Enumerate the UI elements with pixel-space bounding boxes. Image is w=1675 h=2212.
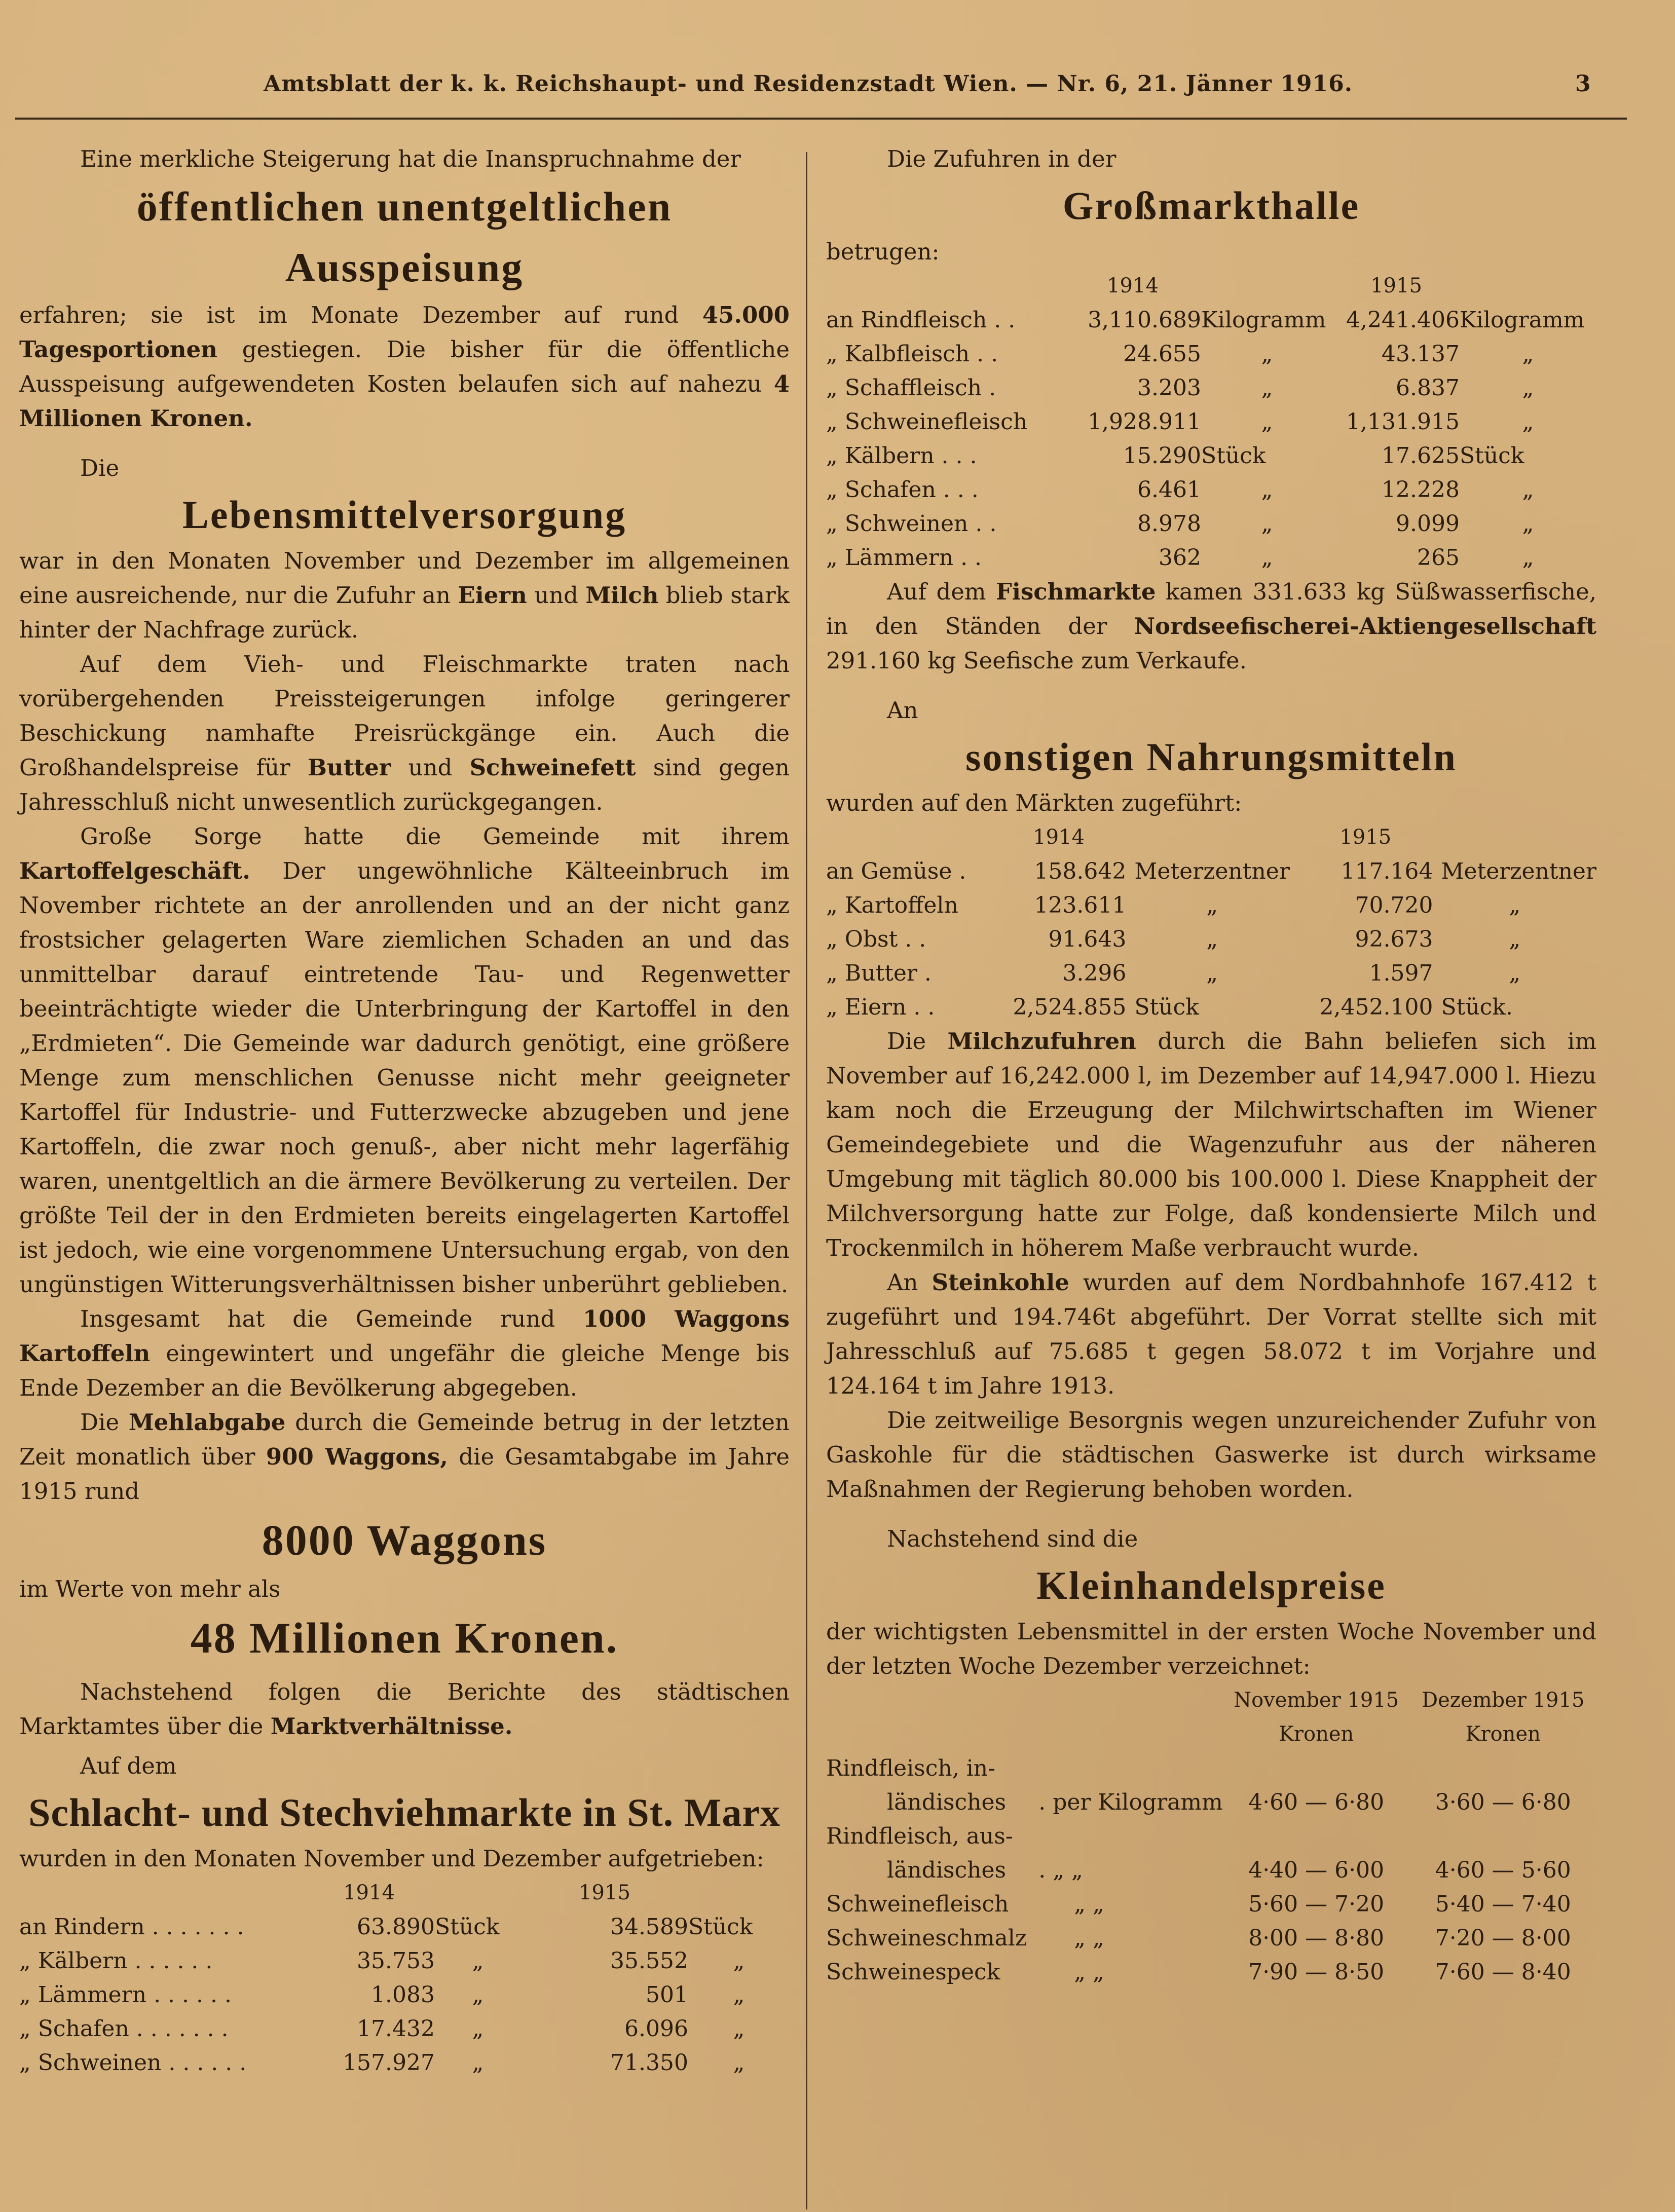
unit: „ [1261,511,1273,537]
table-row [826,854,1596,888]
unit: „ [733,1982,745,2008]
price-dezember [1409,1751,1596,1785]
year-1915: 1915 [579,1881,630,1904]
table-row [19,1944,790,1978]
row-label: „ Kalbfleisch . . [826,341,998,367]
price-dezember: 4·60 — 5·60 [1435,1857,1571,1883]
unit: „ [1206,926,1218,952]
unit: „ [1261,477,1273,503]
text: durch die Bahn beliefen sich im November auf 16,242.000 l, im Dezember auf 14,947.000 l. Hiezu kam noch die Erzeugung der Milchwirtschaften im Wiener Gemeindegebiete und die Wagenzufuhr aus der näheren Umgebung mit täglich 80.000 bis 100.000 l. Diese Knappheit der Milchversorgung hatte zur Folge, daß kondensierte Milch und Trockenmilch in höherem Maße verbraucht wurde. [826,1028,1596,1261]
table-row [826,990,1596,1024]
header-rule [15,118,1627,120]
unit: „ „ [1074,1925,1104,1951]
year-1914: 1914 [343,1881,395,1904]
unit: Stück [688,1914,753,1940]
row-label: „ Lämmern . . . . . . [19,1982,232,2008]
bold-text: 900 Waggons, [266,1443,448,1470]
bold-text: 45.000 Tagesportionen [19,302,790,363]
unit: „ [472,1982,484,2008]
unit: „ [1522,341,1534,367]
unit: „ [1522,511,1534,537]
currency-dezember: Kronen [1465,1722,1541,1746]
value-1915: 71.350 [610,2050,688,2076]
headline-kleinhandelspreise: Kleinhandelspreise [1036,1563,1386,1607]
maerkte-text: wurden auf den Märkten zugeführt: [826,790,1242,816]
year-1915: 1915 [1339,826,1392,849]
ausspeisung-paragraph [19,298,790,436]
value-1914: 1.083 [371,1982,435,2008]
headline-ausspeisung: öffentlichen unentgeltlichen Ausspeisung [136,183,673,290]
text: durch die Gemeinde betrug in der letzten Zeit monatlich über [19,1409,790,1470]
headline-48-millionen: 48 Millionen Kronen. [190,1614,619,1662]
table-row [826,405,1596,439]
unit: „ [1509,892,1521,918]
headline-lebensmittelversorgung: Lebensmittelversorgung [182,493,627,537]
table-row [826,1819,1596,1853]
col-november: November 1915 [1234,1689,1399,1712]
row-label: an Rindern . . . . . . . [19,1914,244,1940]
unit: Stück [1460,443,1524,469]
value-1915: 1,131.915 [1346,409,1460,435]
year-1915: 1915 [1370,274,1422,297]
unit: „ [1206,960,1218,986]
text: Auf dem [887,578,996,605]
table-row [826,507,1596,541]
headline-st-marx: Schlacht- und Stechviehmarkte in St. Marx [28,1790,780,1834]
bold-text: Kartoffelgeschäft. [19,857,250,884]
value-1915: 70.720 [1355,892,1433,918]
text: war in den Monaten November und Dezember im allgemeinen eine ausreichende, nur die Zufuhr an [19,547,790,609]
price-dezember [1409,1819,1596,1853]
row-label: „ Schweinefleisch [826,409,1028,435]
kleinhandel-intro: Nachstehend sind die [887,1525,1138,1552]
value-1915: 9.099 [1396,511,1460,537]
unit: „ [1261,375,1273,401]
row-label: „ Kälbern . . . . . . [19,1948,213,1974]
price-november [1223,1751,1410,1785]
unit: Meterzentner [1134,858,1290,884]
text: eingewintert und ungefähr die gleiche Menge bis Ende Dezember an die Bevölkerung abgegeben. [19,1340,790,1401]
headline-8000-waggons: 8000 Waggons [262,1516,547,1564]
unit: „ [1206,892,1218,918]
table-row [19,1978,790,2012]
right-column [826,142,1596,1989]
kartoffel-paragraph [19,819,790,1302]
value-1914: 362 [1159,545,1201,571]
year-1914: 1914 [1107,274,1159,297]
text: kamen 331.633 kg Süßwasserfische, in den Ständen der [826,578,1597,640]
table-row [826,439,1596,473]
table-row [826,1751,1596,1785]
text: Der ungewöhnliche Kälteeinbruch im November richtete an der anrollenden und an der nicht ganz frostsicher gelagerten Ware ziemlichen Schaden an und das unmittelbar darauf eintretende Tau- und Regenwetter beeinträchtigte wieder die Unterbringung der Kartoffel in den „Erdmieten“. Die Gemeinde war dadurch genötigt, eine größere Menge zum menschlichen Genusse nicht mehr geeigneter Kartoffel für Industrie- und Futterzwecke abzugeben und jene Kartoffeln, die zwar noch genuß-, aber nicht mehr lagerfähig waren, unentgeltlich an die ärmere Bevölkerung zu verteilen. Der größte Teil der in den Erdmieten bereits eingelagerten Kartoffel ist jedoch, wie eine vorgenommene Untersuchung ergab, von den ungünstigen Witterungsverhältnissen bisher unberührt geblieben. [19,857,790,1298]
value-1915: 35.552 [610,1948,688,1974]
bold-text: Milch [585,582,659,609]
text: wurden auf dem Nordbahnhofe 167.412 t zugeführt und 194.746t abgeführt. Der Vorrat stellte sich mit Jahresschluß auf 75.685 t gegen 58.072 t im Vorjahre und 124.164 t im Jahre 1913. [826,1269,1596,1399]
row-label: „ Schafen . . . . . . . [19,2016,229,2042]
value-1914: 24.655 [1123,341,1201,367]
unit: „ [1509,960,1521,986]
row-label: an Rindfleisch . . [826,307,1016,333]
price-november: 7·90 — 8·50 [1248,1959,1385,1985]
bold-text: Milchzufuhren [947,1028,1136,1055]
page-number: 3 [1575,71,1591,97]
value-1915: 2,452.100 [1319,994,1433,1020]
text: Insgesamt hat die Gemeinde rund [80,1305,583,1332]
row-label: Rindfleisch, in- [826,1755,995,1781]
unit: „ [1522,545,1534,571]
row-label: „ Schweinen . . [826,511,997,537]
unit: „ [1522,375,1534,401]
price-november: 4·40 — 6·00 [1248,1857,1385,1883]
table-sonstige [826,820,1596,1024]
unit: . „ „ [1038,1857,1083,1883]
bold-text: Nordseefischerei-Aktiengesellschaft [1134,613,1596,640]
bold-text: Mehlabgabe [128,1409,286,1436]
left-column [19,142,790,2080]
value-1915: 17.625 [1382,443,1460,469]
price-dezember: 3·60 — 6·80 [1435,1789,1571,1815]
mehlabgabe-paragraph [19,1405,790,1509]
unit: „ [733,2050,745,2076]
text: Nachstehend folgen die Berichte des städtischen Marktamtes über die [19,1678,790,1740]
unit: „ [472,1948,484,1974]
unit: „ [1522,409,1534,435]
unit: „ „ [1074,1959,1104,1985]
value-1914: 6.461 [1137,477,1201,503]
row-label: an Gemüse . [826,858,966,884]
table-row [826,371,1596,405]
table-row [826,888,1596,922]
unit: „ [733,2016,745,2042]
gaskohle-paragraph: Die zeitweilige Besorgnis wegen unzureichender Zufuhr von Gaskohle für die städtischen Gaswerke ist durch wirksame Maßnahmen der Regierung behoben worden. [826,1407,1596,1503]
value-1914: 3.296 [1062,960,1127,986]
value-1915: 43.137 [1382,341,1460,367]
table-row [826,1853,1596,1887]
value-1914: 157.927 [343,2050,435,2076]
stmarx-intro: Auf dem [80,1752,177,1779]
table-header [826,1683,1596,1717]
year-1914: 1914 [1033,826,1085,849]
value-1914: 63.890 [357,1914,435,1940]
table-header [826,269,1596,303]
text: Die [887,1028,948,1055]
bold-text: Schweinefett [469,754,636,781]
price-november: 5·60 — 7·20 [1248,1891,1385,1917]
value-1915: 4,241.406 [1346,307,1460,333]
unit: „ [733,1948,745,1974]
unit: „ [472,2050,484,2076]
value-1914: 2,524.855 [1013,994,1127,1020]
col-dezember: Dezember 1915 [1422,1689,1585,1712]
milch-paragraph [826,1024,1596,1265]
bold-text: Eiern [458,582,527,609]
table-row [826,541,1596,575]
unit: Kilogramm [1201,307,1326,333]
row-label: ländisches [887,1857,1007,1883]
viehmarkt-paragraph [19,647,790,819]
betrugen-text: betrugen: [826,238,940,265]
page-header: Amtsblatt der k. k. Reichshaupt- und Residenzstadt Wien. — Nr. 6, 21. Jänner 1916. [264,71,1353,97]
table-row [826,337,1596,371]
price-november [1223,1819,1410,1853]
text: die Gesamtabgabe im Jahre 1915 rund [19,1443,790,1505]
table-st-marx [19,1876,790,2080]
bold-text: 4 Millionen Kronen. [19,370,790,432]
row-label: Schweinefleisch [826,1891,1009,1917]
value-1914: 158.642 [1034,858,1127,884]
table-row [19,1910,790,1944]
bold-text: Steinkohle [932,1269,1069,1296]
row-label: „ Butter . [826,960,932,986]
table-header [826,820,1596,854]
text: blieb stark hinter der Nachfrage zurück. [19,582,790,643]
price-dezember: 5·40 — 7·40 [1435,1891,1571,1917]
value-1914: 15.290 [1123,443,1201,469]
grossmarkthalle-intro: Die Zufuhren in der [887,145,1116,172]
text: sind gegen Jahresschluß nicht unwesentlich zurückgegangen. [19,754,790,815]
table-kleinhandelspreise [826,1683,1596,1989]
row-label: ländisches [887,1789,1007,1815]
value-1914: 17.432 [357,2016,435,2042]
unit: „ [1261,409,1273,435]
ausspeisung-intro: Eine merkliche Steigerung hat die Inanspruchnahme der [80,145,741,172]
unit: Meterzentner [1441,858,1596,884]
currency-november: Kronen [1279,1722,1354,1746]
row-label: Schweineschmalz [826,1925,1027,1951]
bold-text: Butter [307,754,391,781]
lebensmittel-paragraph [19,544,790,647]
value-1915: 12.228 [1382,477,1460,503]
value-1914: 123.611 [1034,892,1127,918]
value-1915: 6.096 [624,2016,688,2042]
table-row [826,303,1596,337]
table-row [826,1955,1596,1989]
table-row [826,1887,1596,1921]
table-header [19,1876,790,1910]
unit: Stück. [1441,994,1513,1020]
value-1915: 1.597 [1369,960,1433,986]
unit: „ [1522,477,1534,503]
row-label: „ Lämmern . . [826,545,982,571]
unit: „ [472,2016,484,2042]
table-row [19,2012,790,2046]
value-1914: 91.643 [1048,926,1127,952]
price-november: 4·60 — 6·80 [1248,1789,1385,1815]
value-1915: 34.589 [610,1914,688,1940]
value-1914: 3,110.689 [1088,307,1201,333]
column-divider [806,152,807,2209]
text: erfahren; sie ist im Monate Dezember auf rund [19,302,702,328]
row-label: „ Kälbern . . . [826,443,977,469]
table-row [19,2046,790,2080]
text: Große Sorge hatte die Gemeinde mit ihrem [80,823,790,850]
unit: Stück [1134,994,1199,1020]
unit [1038,1819,1223,1853]
headline-sonstige-nahrungsmittel: sonstigen Nahrungsmitteln [965,735,1457,779]
row-label: Schweinespeck [826,1959,1000,1985]
text: Auf dem Vieh- und Fleischmarkte traten nach vorübergehenden Preissteigerungen infolge geringerer Beschickung namhafte Preisrückgänge ein. Auch die Großhandelspreise für [19,651,790,781]
text: gestiegen. Die bisher für die öffentliche Ausspeisung aufgewendeten Kosten belaufen sich auf nahezu [19,336,790,397]
price-dezember: 7·20 — 8·00 [1435,1925,1571,1951]
table-row [826,956,1596,990]
bold-text: Fischmarkte [995,578,1156,605]
sonstige-intro: An [887,697,918,724]
row-label: „ Eiern . . [826,994,935,1020]
row-label: „ Schafen . . . [826,477,979,503]
steinkohle-paragraph [826,1265,1596,1403]
waggons-paragraph [19,1302,790,1405]
text: An [887,1269,932,1296]
table-row [826,1785,1596,1819]
text: Die [80,1409,129,1436]
table-row [826,922,1596,956]
value-1914: 1,928.911 [1088,409,1201,435]
price-november: 8·00 — 8·80 [1248,1925,1385,1951]
unit [1038,1751,1223,1785]
row-label: „ Obst . . [826,926,926,952]
text: und [527,582,586,609]
unit: „ [1261,545,1273,571]
werte-text: im Werte von mehr als [19,1576,281,1602]
fischmarkt-paragraph [826,575,1596,678]
price-dezember: 7·60 — 8·40 [1435,1959,1571,1985]
row-label: „ Schaffleisch . [826,375,996,401]
stmarx-text: wurden in den Monaten November und Dezember aufgetrieben: [19,1845,764,1872]
unit: „ [1509,926,1521,952]
value-1915: 6.837 [1396,375,1460,401]
headline-grossmarkthalle: Großmarkthalle [1062,183,1360,228]
table-grossmarkthalle [826,269,1596,575]
value-1915: 117.164 [1341,858,1433,884]
text: 291.160 kg Seefische zum Verkaufe. [826,647,1247,674]
value-1915: 501 [646,1982,688,2008]
unit: „ [1261,341,1273,367]
unit: Kilogramm [1460,307,1585,333]
text: und [391,754,470,781]
row-label: Rindfleisch, aus- [826,1823,1013,1849]
lebensmittel-intro: Die [80,455,120,481]
value-1914: 35.753 [357,1948,435,1974]
table-row [826,1921,1596,1955]
table-subheader [826,1717,1596,1751]
bold-text: 1000 Waggons Kartoffeln [19,1305,790,1367]
kleinhandel-text: der wichtigsten Lebensmittel in der ersten Woche November und der letzten Woche Dezember verzeichnet: [826,1618,1596,1679]
unit: „ „ [1074,1891,1104,1917]
unit: . per Kilogramm [1038,1789,1223,1815]
bold-text: Marktverhältnisse. [270,1713,513,1740]
row-label: „ Schweinen . . . . . . [19,2050,247,2076]
value-1915: 265 [1417,545,1460,571]
unit: Stück [1201,443,1266,469]
value-1914: 3.203 [1137,375,1201,401]
unit: Stück [435,1914,500,1940]
marktamt-paragraph [19,1675,790,1744]
value-1915: 92.673 [1355,926,1433,952]
value-1914: 8.978 [1137,511,1201,537]
table-row [826,473,1596,507]
row-label: „ Kartoffeln [826,892,958,918]
